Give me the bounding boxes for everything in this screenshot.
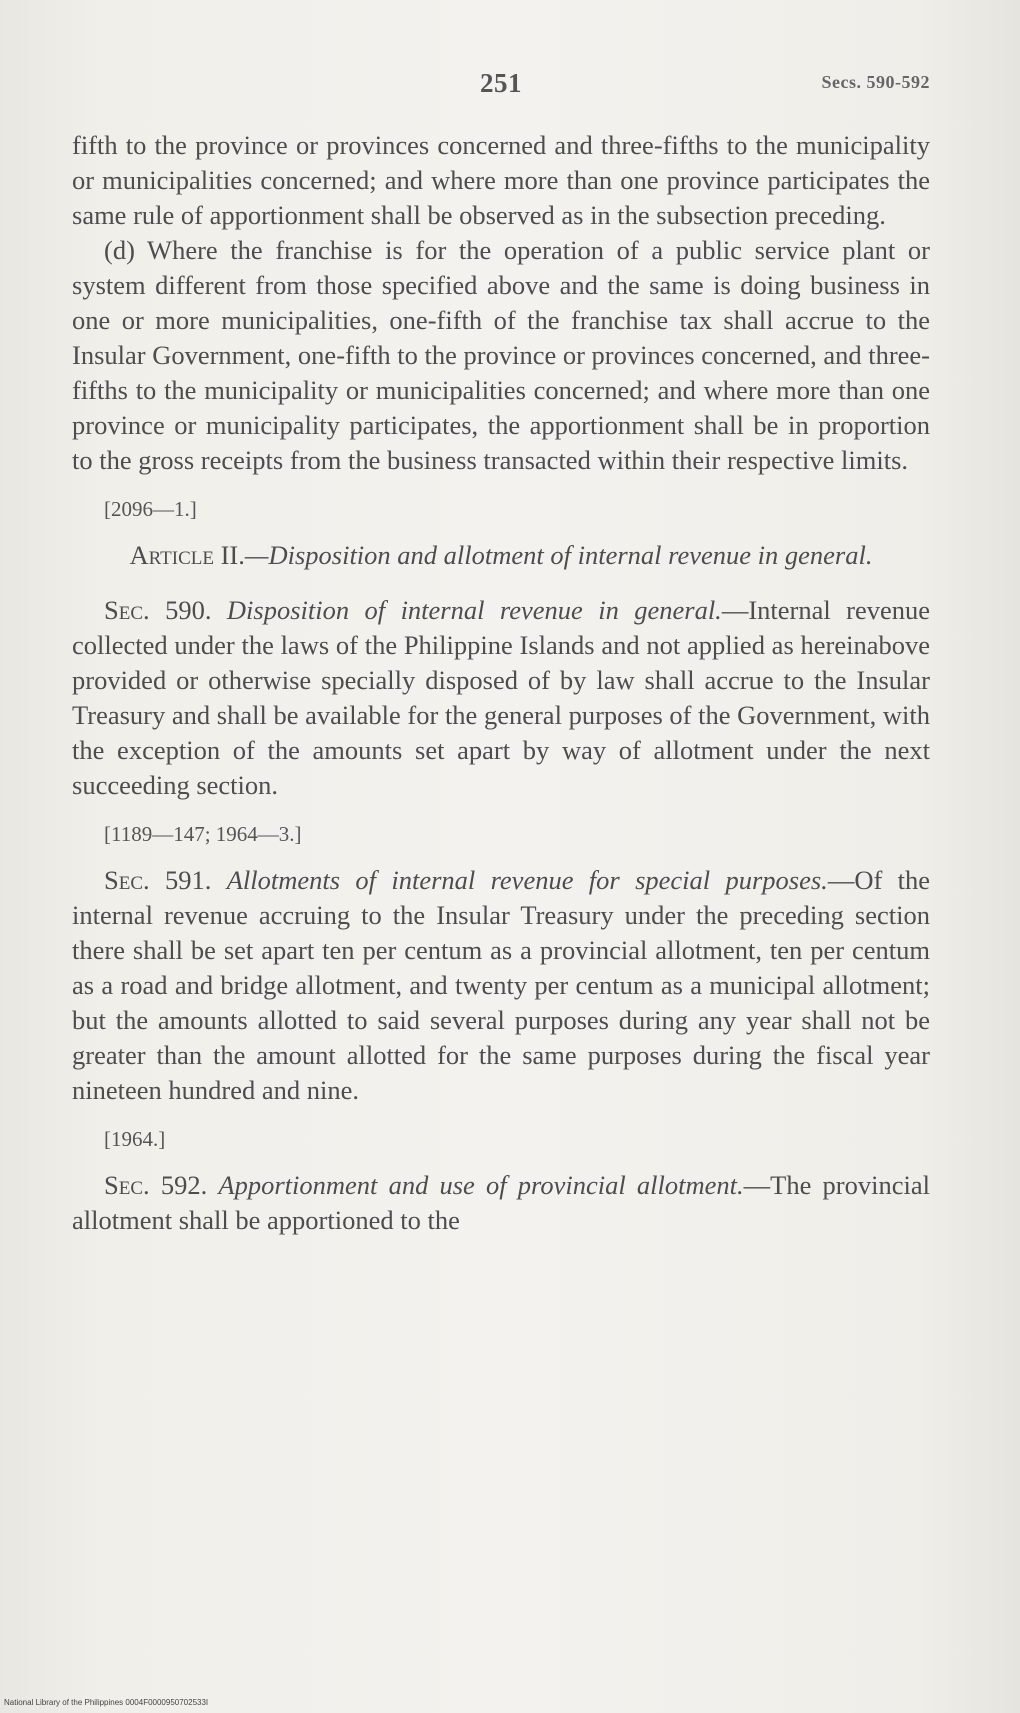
- paragraph-continuation: fifth to the province or provinces concerned and three-fifths to the municipality or municipalities concerned; and where more than one province participates the same rule of apportionment shall be observed as in the subsection preceding.: [72, 130, 930, 230]
- running-head: Secs. 590-592: [821, 72, 930, 92]
- section-label: Sec. 592.: [104, 1170, 208, 1200]
- section-text: —The provincial allotment shall be apportioned to the: [72, 1170, 930, 1235]
- section-592: [72, 1168, 930, 1238]
- section-591: [72, 863, 930, 1108]
- citation: [1964.]: [104, 1127, 166, 1151]
- body-text: [72, 128, 930, 1238]
- article-heading: [72, 538, 930, 573]
- section-label: Sec. 591.: [104, 865, 212, 895]
- citation: [2096—1.]: [104, 497, 197, 521]
- article-label: Article II.: [129, 540, 245, 570]
- scan-footer: National Library of the Philippines 0004F0000950702533I: [4, 1698, 209, 1707]
- article-title: —Disposition and allotment of internal revenue in general.: [244, 540, 873, 570]
- section-label: Sec. 590.: [104, 595, 212, 625]
- paragraph-subsection-d: (d) Where the franchise is for the operation of a public service plant or system different from those specified above and the same is doing business in one or more municipalities, one-fifth of the franchise tax shall accrue to the Insular Government, one-fifth to the province or provinces concerned, and three-fifths to the municipality or municipalities concerned; and where more than one province or municipality participates, the apportionment shall be in proportion to the gross receipts from the business transacted within their respective limits.: [72, 235, 930, 475]
- page-header: [72, 66, 930, 106]
- section-title: Allotments of internal revenue for special purposes.: [226, 865, 828, 895]
- section-title: Disposition of internal revenue in general.: [226, 595, 722, 625]
- section-590: [72, 593, 930, 803]
- section-text: —Internal revenue collected under the laws of the Philippine Islands and not applied as hereinabove provided or otherwise specially disposed of by law shall accrue to the Insular Treasury and shall be available for the general purposes of the Government, with the exception of the amounts set apart by way of allotment under the next succeeding section.: [72, 595, 930, 800]
- section-text: —Of the internal revenue accruing to the Insular Treasury under the preceding section there shall be set apart ten per centum as a provincial allotment, ten per centum as a road and bridge allotment, and twenty per centum as a municipal allotment; but the amounts allotted to said several purposes during any year shall not be greater than the amount allotted for the same purposes during the fiscal year nineteen hundred and nine.: [72, 865, 930, 1105]
- citation: [1189—147; 1964—3.]: [104, 822, 302, 846]
- section-title: Apportionment and use of provincial allotment.: [218, 1170, 744, 1200]
- page-number: 251: [480, 68, 522, 98]
